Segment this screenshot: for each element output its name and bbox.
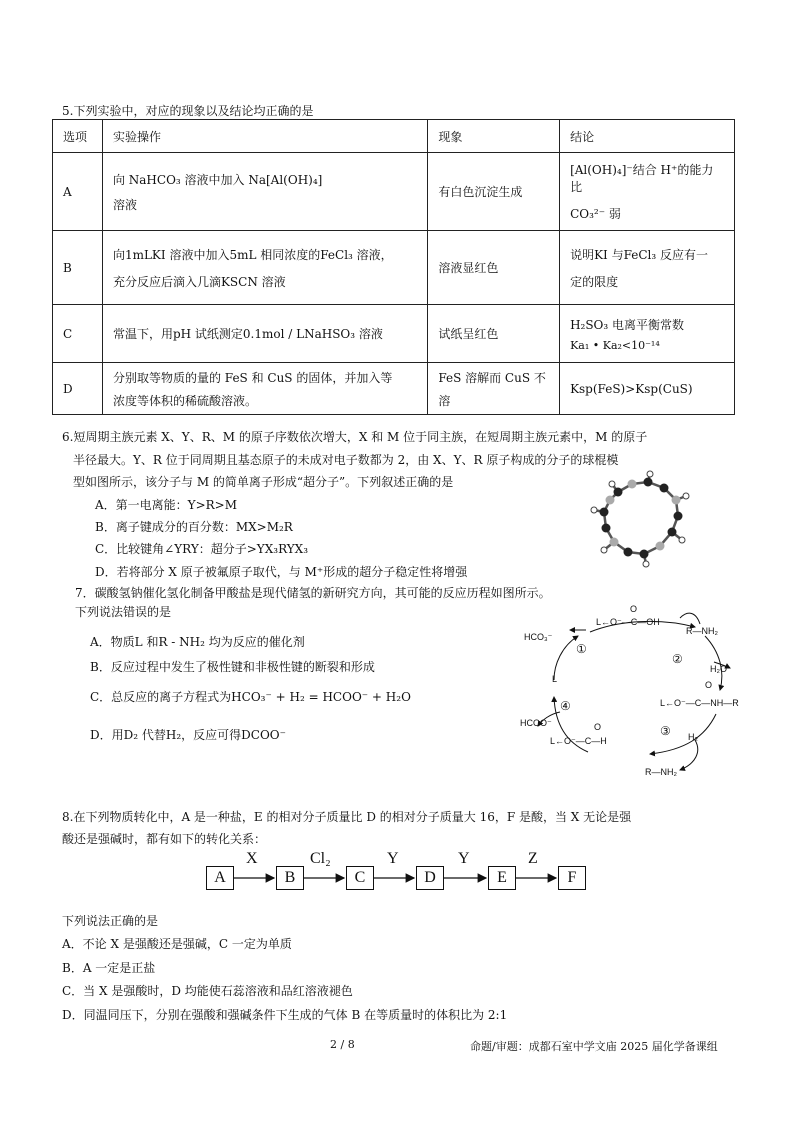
- amine-bottom: R—NH₂: [645, 767, 677, 777]
- footer-credit: 命题/审题：成都石室中学文庙 2025 届化学备课组: [470, 1040, 718, 1053]
- q8-option-c: C．当 X 是强酸时，D 均能使石蕊溶液和品红溶液褪色: [62, 984, 353, 998]
- carbonyl-o-right: O: [705, 680, 713, 690]
- hydrogen-label: H₂: [688, 732, 698, 742]
- q8-option-b: B．A 一定是正盐: [62, 961, 156, 975]
- q5-row-a: [53, 153, 735, 231]
- hcoo-label: HCOO⁻: [520, 718, 552, 728]
- step-3: ③: [660, 724, 671, 738]
- carbonyl-o-top: O: [630, 604, 638, 614]
- reagent-x: X: [246, 850, 258, 867]
- carbonyl-o-bottom: O: [594, 722, 602, 732]
- reagent-z: Z: [528, 850, 538, 867]
- q5-b-operation: [102, 231, 427, 305]
- chain-box-d: D: [416, 866, 444, 890]
- q5-c-concl-line1: H₂SO₃ 电离平衡常数: [570, 317, 685, 332]
- q5-d-op-line2: 浓度等体积的稀硫酸溶液。: [112, 393, 257, 408]
- q8-question: 下列说法正确的是: [62, 914, 159, 928]
- q7-stem-line2: 下列说法错误的是: [75, 605, 172, 619]
- chain-box-b: B: [276, 866, 304, 890]
- q7-option-a: A．物质L 和R - NH₂ 均为反应的催化剂: [90, 635, 305, 649]
- q6-option-a: A．第一电离能：Y>R>M: [95, 498, 238, 512]
- q5-b-op-line2: 充分反应后滴入几滴KSCN 溶液: [112, 274, 286, 289]
- chain-box-e: E: [488, 866, 516, 890]
- q5-d-phenomenon: [428, 363, 560, 415]
- q6-stem-line3: 型如图所示，该分子与 M 的简单离子形成“超分子”。下列叙述正确的是: [73, 475, 454, 489]
- q5-header-row: [53, 120, 735, 153]
- q5-b-option: B: [53, 231, 103, 305]
- q8-option-a: A．不论 X 是强酸还是强碱，C 一定为单质: [62, 937, 292, 951]
- q5-a-concl-line1: [Al(OH)₄]⁻结合 H⁺的能力比: [570, 163, 714, 194]
- crown-ether-model-figure: [590, 470, 700, 570]
- q5-c-phenomenon: 试纸呈红色: [428, 305, 560, 363]
- q6-option-b: B．离子键成分的百分数：MX>M₂R: [95, 520, 293, 534]
- q5-header-conclusion: 结论: [560, 120, 735, 153]
- species-bottom: L←O⁻—C—H: [550, 736, 607, 746]
- chain-box-f: F: [558, 866, 586, 890]
- q8-option-d: D．同温同压下，分别在强酸和强碱条件下生成的气体 B 在等质量时的体积比为 2:1: [62, 1008, 508, 1022]
- q5-d-op-line1: 分别取等物质的量的 FeS 和 CuS 的固体，并加入等: [112, 370, 393, 385]
- q5-table: [52, 119, 735, 415]
- reagent-cl2: Cl₂: [310, 850, 331, 867]
- q7-option-c: C．总反应的离子方程式为HCO₃⁻ + H₂ = HCOO⁻ + H₂O: [90, 690, 411, 704]
- q7-option-d: D．用D₂ 代替H₂，反应可得DCOO⁻: [90, 728, 286, 742]
- species-right: L←O⁻—C—NH—R: [660, 698, 739, 708]
- q5-row-c: [53, 305, 735, 363]
- step-4: ④: [560, 699, 571, 713]
- q7-stem-line1: 7．碳酸氢钠催化氢化制备甲酸盐是现代储氢的新研究方向，其可能的反应历程如图所示。: [75, 586, 551, 600]
- q5-b-concl-line1: 说明KI 与FeCl₃ 反应有一: [570, 247, 708, 262]
- q7-option-b: B．反应过程中发生了极性键和非极性键的断裂和形成: [90, 660, 375, 674]
- q5-c-conclusion: [560, 305, 735, 363]
- q5-c-operation: 常温下，用pH 试纸测定0.1mol / LNaHSO₃ 溶液: [102, 305, 427, 363]
- chain-box-a: A: [206, 866, 234, 890]
- cycle-arrows: [520, 602, 760, 782]
- q5-d-phen-line1: FeS 溶解而 CuS 不: [438, 370, 546, 385]
- catalytic-cycle-diagram: [520, 602, 760, 782]
- q5-c-concl-line2: Ka₁ • Ka₂<10⁻¹⁴: [570, 338, 660, 352]
- q5-a-option: A: [53, 153, 103, 231]
- q5-c-option: C: [53, 305, 103, 363]
- q5-a-concl-line2: CO₃²⁻ 弱: [570, 207, 621, 221]
- q5-b-conclusion: [560, 231, 735, 305]
- chain-box-c: C: [346, 866, 374, 890]
- step-2: ②: [672, 652, 683, 666]
- q5-header-phenomenon: 现象: [428, 120, 560, 153]
- amine-top: R—NH₂: [686, 626, 718, 636]
- q5-b-phenomenon: 溶液显红色: [428, 231, 560, 305]
- page-number: 2 / 8: [330, 1038, 355, 1051]
- q5-row-b: [53, 231, 735, 305]
- q5-header-option: 选项: [53, 120, 103, 153]
- q5-d-option: D: [53, 363, 103, 415]
- q8-stem-line1: 8.在下列物质转化中，A 是一种盐，E 的相对分子质量比 D 的相对分子质量大 16，F 是酸，当 X 无论是强: [62, 810, 632, 824]
- hco3-label: HCO₃⁻: [524, 632, 553, 642]
- q5-a-op-line1: 向 NaHCO₃ 溶液中加入 Na[Al(OH)₄]: [112, 172, 323, 187]
- q5-d-phen-line2: 溶: [438, 393, 451, 408]
- species-top: L←O⁻—C—OH: [596, 617, 660, 627]
- reagent-y1: Y: [387, 850, 399, 867]
- q5-row-d: [53, 363, 735, 415]
- q5-a-phenomenon: 有白色沉淀生成: [428, 153, 560, 231]
- q5-a-op-line2: 溶液: [112, 197, 137, 212]
- water-label: H₂O: [710, 664, 727, 674]
- q5-d-operation: [102, 363, 427, 415]
- q6-stem-line1: 6.短周期主族元素 X、Y、R、M 的原子序数依次增大，X 和 M 位于同主族，在短周期主族元素中，M 的原子: [62, 430, 648, 444]
- q5-stem: 5.下列实验中，对应的现象以及结论均正确的是: [62, 104, 314, 118]
- step-1: ①: [576, 642, 587, 656]
- q5-b-op-line1: 向1mLKI 溶液中加入5mL 相同浓度的FeCl₃ 溶液，: [112, 247, 393, 262]
- q5-d-conclusion: Ksp(FeS)>Ksp(CuS): [560, 363, 735, 415]
- q5-b-concl-line2: 定的限度: [570, 274, 619, 289]
- q5-header-operation: 实验操作: [102, 120, 427, 153]
- chain-arrows: [0, 868, 794, 892]
- q5-a-conclusion: [560, 153, 735, 231]
- reagent-y2: Y: [458, 850, 470, 867]
- q6-option-c: C．比较键角∠YRY：超分子>YX₃RYX₃: [95, 542, 309, 556]
- q6-option-d: D．若将部分 X 原子被氟原子取代，与 M⁺形成的超分子稳定性将增强: [95, 565, 468, 579]
- q5-a-operation: [102, 153, 427, 231]
- q6-stem-line2: 半径最大。Y、R 位于同周期且基态原子的未成对电子数都为 2，由 X、Y、R 原子构成的分子的球棍模: [73, 453, 619, 467]
- species-left: L: [552, 674, 558, 684]
- q8-stem-line2: 酸还是强碱时，都有如下的转化关系：: [62, 832, 267, 846]
